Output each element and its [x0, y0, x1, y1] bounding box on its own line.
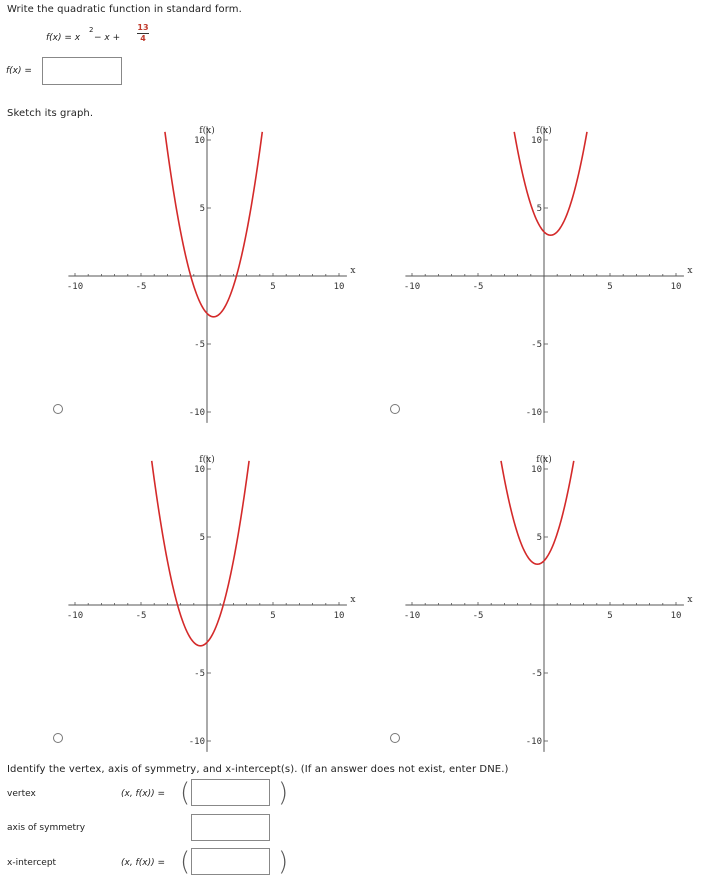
graph-c — [50, 449, 360, 769]
axis-of-symmetry-input[interactable] — [191, 814, 270, 841]
graph-a-svg — [50, 120, 360, 440]
vertex-input[interactable] — [191, 779, 270, 806]
axis-of-symmetry-label: axis of symmetry — [7, 823, 86, 833]
x-tick-label: 10 — [670, 282, 682, 292]
y-tick-label: -5 — [531, 669, 542, 679]
x-tick-label: -5 — [472, 611, 484, 621]
y-axis-label: f(x) — [536, 455, 552, 465]
y-tick-label: -10 — [525, 408, 542, 418]
x-tick-label: 5 — [270, 611, 276, 621]
x-tick-label: 10 — [670, 611, 682, 621]
x-tick-label: -10 — [66, 611, 84, 621]
x-intercept-label: x-intercept — [7, 858, 57, 868]
x-intercept-open-paren: ( — [180, 847, 191, 877]
parabola-curve — [165, 132, 262, 317]
x-axis-label: x — [350, 266, 356, 276]
vertex-prefix: (x, f(x)) = — [121, 789, 165, 799]
y-axis-label: f(x) — [199, 455, 215, 465]
parabola-curve — [514, 132, 587, 235]
y-axis-label: f(x) — [536, 126, 552, 136]
vertex-label: vertex — [7, 789, 36, 799]
y-tick-label: 10 — [194, 465, 205, 475]
function-middle: − x + — [94, 33, 121, 43]
x-tick-label: -5 — [135, 282, 147, 292]
x-tick-label: 5 — [607, 282, 613, 292]
answer-label: f(x) = — [6, 66, 32, 76]
y-tick-label: -5 — [531, 340, 542, 350]
x-intercept-close-paren: ) — [278, 847, 289, 877]
vertex-open-paren: ( — [180, 778, 191, 808]
y-tick-label: -10 — [188, 737, 205, 747]
x-axis-label: x — [687, 595, 693, 605]
x-intercept-prefix: (x, f(x)) = — [121, 858, 165, 868]
identify-prompt: Identify the vertex, axis of symmetry, and x-intercept(s). (If an answer does not exist, enter DNE.) — [7, 764, 509, 775]
vertex-close-paren: ) — [278, 778, 289, 808]
graph-b — [387, 120, 697, 440]
graph-b-svg — [387, 120, 697, 440]
x-tick-label: -5 — [135, 611, 147, 621]
y-tick-label: 5 — [536, 204, 542, 214]
x-tick-label: -10 — [403, 611, 421, 621]
fraction-denominator: 4 — [140, 34, 146, 43]
y-tick-label: -10 — [188, 408, 205, 418]
parabola-curve — [152, 461, 249, 646]
graph-d-svg — [387, 449, 697, 769]
x-axis-label: x — [687, 266, 693, 276]
function-prefix: f(x) = x — [46, 33, 81, 43]
x-tick-label: 10 — [333, 282, 345, 292]
y-tick-label: 10 — [531, 465, 542, 475]
y-tick-label: -5 — [194, 340, 205, 350]
y-tick-label: -10 — [525, 737, 542, 747]
y-tick-label: 5 — [199, 533, 205, 543]
y-tick-label: 5 — [199, 204, 205, 214]
parabola-curve — [501, 461, 574, 564]
y-tick-label: -5 — [194, 669, 205, 679]
x-tick-label: -10 — [403, 282, 421, 292]
x-tick-label: 10 — [333, 611, 345, 621]
x-tick-label: 5 — [607, 611, 613, 621]
x-tick-label: 5 — [270, 282, 276, 292]
y-tick-label: 5 — [536, 533, 542, 543]
fraction-numerator: 13 — [137, 23, 149, 32]
graph-c-svg — [50, 449, 360, 769]
graph-a — [50, 120, 360, 440]
standard-form-input[interactable] — [42, 57, 122, 85]
y-axis-label: f(x) — [199, 126, 215, 136]
function-exponent: 2 — [89, 26, 94, 34]
y-tick-label: 10 — [194, 136, 205, 146]
graph-d — [387, 449, 697, 769]
sketch-prompt: Sketch its graph. — [7, 108, 94, 119]
x-intercept-input[interactable] — [191, 848, 270, 875]
x-axis-label: x — [350, 595, 356, 605]
x-tick-label: -10 — [66, 282, 84, 292]
x-tick-label: -5 — [472, 282, 484, 292]
instruction-text: Write the quadratic function in standard form. — [7, 4, 242, 15]
function-fraction — [137, 23, 149, 44]
y-tick-label: 10 — [531, 136, 542, 146]
